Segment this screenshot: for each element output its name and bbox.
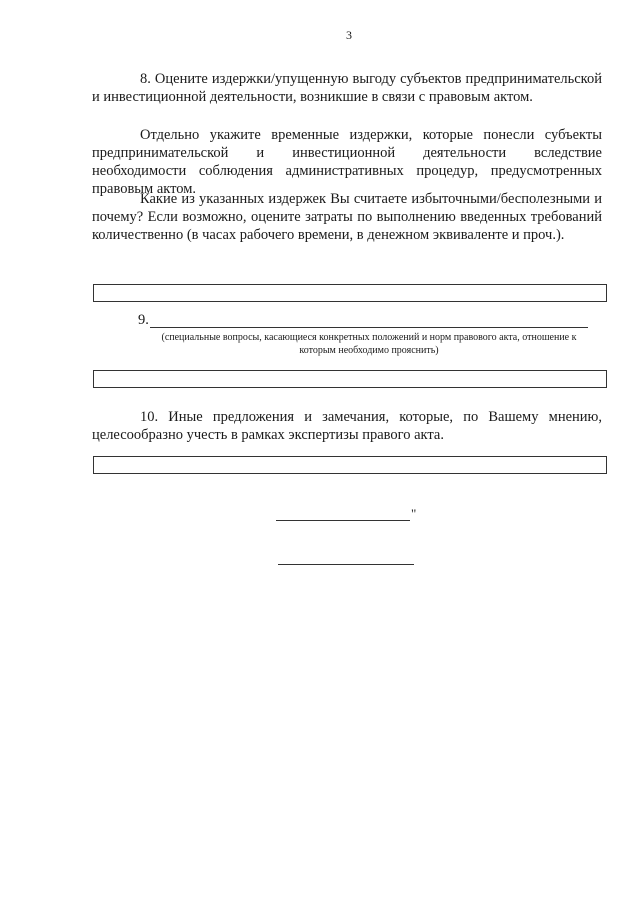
question-8-answer-field[interactable] <box>93 284 607 302</box>
question-9-hint: (специальные вопросы, касающиеся конкретных положений и норм правового акта, отношение к которым необходимо прояснить) <box>161 332 577 356</box>
signature-line[interactable] <box>276 520 410 521</box>
question-9-number: 9. <box>138 312 149 328</box>
date-line[interactable] <box>278 564 414 565</box>
question-9-answer-field[interactable] <box>93 370 607 388</box>
question-8-text: 8. Оцените издержки/упущенную выгоду субъектов предпринимательской и инвестиционной деятельности, возникшие в связи с правовым актом. <box>92 71 602 105</box>
question-8-excessive-costs-text: Какие из указанных издержек Вы считаете избыточными/бесполезными и почему? Если возможно, оцените затраты по выполнению введенных требований количественно (в часах рабочего времени, в денежном эквиваленте и проч.). <box>92 191 602 243</box>
question-8-time-costs-text: Отдельно укажите временные издержки, которые понесли субъекты предпринимательской и инвестиционной деятельности вследствие необходимости соблюдения административных процедур, предусмотренных правовым актом. <box>92 127 602 197</box>
page-number: 3 <box>346 28 352 42</box>
question-9-line[interactable] <box>150 327 588 328</box>
question-10-text: 10. Иные предложения и замечания, которые, по Вашему мнению, целесообразно учесть в рамках экспертизы правого акта. <box>92 409 602 443</box>
signature-quote-mark: " <box>411 506 417 521</box>
question-10-answer-field[interactable] <box>93 456 607 474</box>
